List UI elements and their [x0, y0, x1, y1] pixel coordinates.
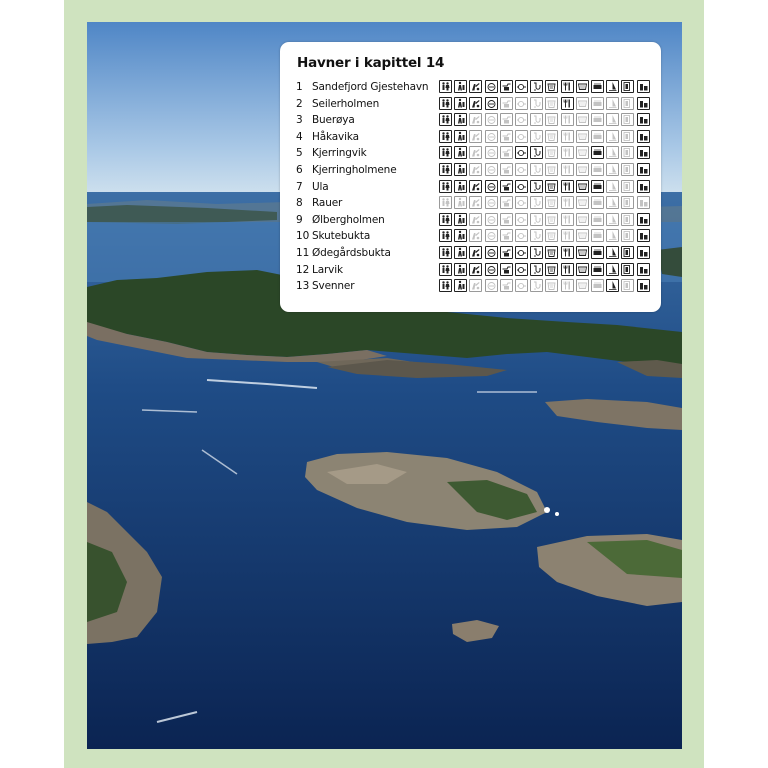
- sewage-icon: [500, 146, 513, 159]
- fuel-pump-icon: [469, 263, 482, 276]
- water-tap-icon: [454, 180, 467, 193]
- toilet-icon: [439, 279, 452, 292]
- harbour-number: 6: [296, 164, 303, 176]
- electricity-icon: [515, 213, 528, 226]
- harbour-name: Kjerringvik: [312, 147, 367, 160]
- guest-harbour-icon: [637, 130, 650, 143]
- toilet-icon: [439, 196, 452, 209]
- toilet-icon: [439, 97, 452, 110]
- electricity-icon: [515, 246, 528, 259]
- harbour-name: Seilerholmen: [312, 97, 380, 110]
- sailmaker-icon: [606, 130, 619, 143]
- fuel-pump-icon: [469, 229, 482, 242]
- sailmaker-icon: [606, 279, 619, 292]
- boatyard-icon: [621, 229, 634, 242]
- guest-harbour-icon: [637, 163, 650, 176]
- electricity-icon: [515, 229, 528, 242]
- sewage-icon: [500, 80, 513, 93]
- electricity-icon: [515, 97, 528, 110]
- panel-title: Havner i kapittel 14: [297, 55, 445, 71]
- grocery-icon: [576, 229, 589, 242]
- kiosk-icon: [591, 229, 604, 242]
- boatyard-icon: [621, 146, 634, 159]
- guest-harbour-icon: [637, 97, 650, 110]
- sewage-icon: [500, 196, 513, 209]
- laundry-icon: [545, 263, 558, 276]
- harbour-number: 3: [296, 114, 303, 127]
- water-tap-icon: [454, 229, 467, 242]
- shower-icon: [530, 80, 543, 93]
- grocery-icon: [576, 246, 589, 259]
- water-tap-icon: [454, 246, 467, 259]
- guest-harbour-icon: [637, 279, 650, 292]
- harbour-number: 8: [296, 197, 303, 210]
- boatyard-icon: [621, 263, 634, 276]
- toilet-icon: [439, 163, 452, 176]
- shower-icon: [530, 163, 543, 176]
- restaurant-icon: [561, 279, 574, 292]
- laundry-icon: [545, 246, 558, 259]
- harbour-name: Håkavika: [312, 130, 359, 143]
- laundry-icon: [545, 80, 558, 93]
- electricity-icon: [515, 80, 528, 93]
- harbour-row: [296, 246, 656, 261]
- sewage-icon: [500, 279, 513, 292]
- sailmaker-icon: [606, 163, 619, 176]
- harbour-number: 10: [296, 230, 310, 243]
- harbour-row: [296, 163, 656, 178]
- harbour-name: Buerøya: [312, 114, 355, 127]
- harbour-row: [296, 196, 656, 211]
- water-tap-icon: [454, 80, 467, 93]
- shower-icon: [530, 229, 543, 242]
- harbour-name: Larvik: [312, 263, 343, 276]
- sailmaker-icon: [606, 196, 619, 209]
- fuel-pump-icon: [469, 180, 482, 193]
- harbour-number: 13: [296, 280, 310, 293]
- toilet-icon: [439, 263, 452, 276]
- guest-harbour-icon: [637, 229, 650, 242]
- sailmaker-icon: [606, 97, 619, 110]
- guest-harbour-icon: [637, 80, 650, 93]
- grocery-icon: [576, 196, 589, 209]
- harbour-name: Skutebukta: [312, 230, 371, 243]
- boatyard-icon: [621, 180, 634, 193]
- waste-icon: [485, 263, 498, 276]
- fuel-pump-icon: [469, 279, 482, 292]
- electricity-icon: [515, 113, 528, 126]
- laundry-icon: [545, 97, 558, 110]
- water-tap-icon: [454, 279, 467, 292]
- guest-harbour-icon: [637, 213, 650, 226]
- laundry-icon: [545, 113, 558, 126]
- sewage-icon: [500, 263, 513, 276]
- shower-icon: [530, 279, 543, 292]
- harbour-name: Rauer: [312, 197, 343, 210]
- waste-icon: [485, 146, 498, 159]
- toilet-icon: [439, 130, 452, 143]
- harbour-row: [296, 80, 656, 95]
- waste-icon: [485, 246, 498, 259]
- harbour-number: 9: [296, 213, 303, 226]
- shower-icon: [530, 113, 543, 126]
- toilet-icon: [439, 113, 452, 126]
- boatyard-icon: [621, 80, 634, 93]
- grocery-icon: [576, 97, 589, 110]
- water-tap-icon: [454, 213, 467, 226]
- restaurant-icon: [561, 130, 574, 143]
- restaurant-icon: [561, 213, 574, 226]
- restaurant-icon: [561, 113, 574, 126]
- boatyard-icon: [621, 97, 634, 110]
- fuel-pump-icon: [469, 113, 482, 126]
- kiosk-icon: [591, 97, 604, 110]
- laundry-icon: [545, 180, 558, 193]
- grocery-icon: [576, 263, 589, 276]
- harbour-row: [296, 97, 656, 112]
- kiosk-icon: [591, 146, 604, 159]
- water-tap-icon: [454, 263, 467, 276]
- water-tap-icon: [454, 113, 467, 126]
- restaurant-icon: [561, 229, 574, 242]
- harbour-row: [296, 130, 656, 145]
- boatyard-icon: [621, 113, 634, 126]
- laundry-icon: [545, 130, 558, 143]
- fuel-pump-icon: [469, 246, 482, 259]
- waste-icon: [485, 279, 498, 292]
- harbour-name: Ødegårdsbukta: [312, 247, 391, 259]
- shower-icon: [530, 146, 543, 159]
- electricity-icon: [515, 180, 528, 193]
- restaurant-icon: [561, 180, 574, 193]
- kiosk-icon: [591, 163, 604, 176]
- waste-icon: [485, 180, 498, 193]
- toilet-icon: [439, 80, 452, 93]
- harbour-number: 4: [296, 130, 303, 143]
- laundry-icon: [545, 279, 558, 292]
- sewage-icon: [500, 229, 513, 242]
- grocery-icon: [576, 113, 589, 126]
- shower-icon: [530, 97, 543, 110]
- fuel-pump-icon: [469, 97, 482, 110]
- electricity-icon: [515, 146, 528, 159]
- harbour-name: Kjerringholmene: [312, 164, 397, 176]
- restaurant-icon: [561, 80, 574, 93]
- kiosk-icon: [591, 279, 604, 292]
- sailmaker-icon: [606, 213, 619, 226]
- harbour-number: 12: [296, 263, 310, 276]
- harbour-number: 11: [296, 247, 310, 259]
- boatyard-icon: [621, 130, 634, 143]
- restaurant-icon: [561, 196, 574, 209]
- harbour-name: Svenner: [312, 280, 355, 293]
- sewage-icon: [500, 213, 513, 226]
- boatyard-icon: [621, 196, 634, 209]
- restaurant-icon: [561, 146, 574, 159]
- grocery-icon: [576, 213, 589, 226]
- boatyard-icon: [621, 213, 634, 226]
- sewage-icon: [500, 130, 513, 143]
- guest-harbour-icon: [637, 196, 650, 209]
- shower-icon: [530, 130, 543, 143]
- waste-icon: [485, 97, 498, 110]
- boatyard-icon: [621, 246, 634, 259]
- kiosk-icon: [591, 80, 604, 93]
- kiosk-icon: [591, 196, 604, 209]
- sailmaker-icon: [606, 146, 619, 159]
- electricity-icon: [515, 163, 528, 176]
- toilet-icon: [439, 146, 452, 159]
- harbour-row: [296, 263, 656, 278]
- sailmaker-icon: [606, 80, 619, 93]
- laundry-icon: [545, 213, 558, 226]
- laundry-icon: [545, 146, 558, 159]
- grocery-icon: [576, 130, 589, 143]
- sailmaker-icon: [606, 113, 619, 126]
- kiosk-icon: [591, 246, 604, 259]
- fuel-pump-icon: [469, 130, 482, 143]
- guest-harbour-icon: [637, 263, 650, 276]
- shower-icon: [530, 180, 543, 193]
- shower-icon: [530, 246, 543, 259]
- kiosk-icon: [591, 180, 604, 193]
- water-tap-icon: [454, 130, 467, 143]
- water-tap-icon: [454, 146, 467, 159]
- fuel-pump-icon: [469, 196, 482, 209]
- toilet-icon: [439, 246, 452, 259]
- grocery-icon: [576, 180, 589, 193]
- waste-icon: [485, 196, 498, 209]
- harbour-row: [296, 180, 656, 195]
- sailmaker-icon: [606, 263, 619, 276]
- toilet-icon: [439, 229, 452, 242]
- guest-harbour-icon: [637, 113, 650, 126]
- waste-icon: [485, 213, 498, 226]
- sewage-icon: [500, 180, 513, 193]
- sewage-icon: [500, 97, 513, 110]
- laundry-icon: [545, 163, 558, 176]
- sewage-icon: [500, 163, 513, 176]
- harbour-row: [296, 113, 656, 128]
- toilet-icon: [439, 213, 452, 226]
- waste-icon: [485, 229, 498, 242]
- grocery-icon: [576, 163, 589, 176]
- harbour-number: 2: [296, 97, 303, 110]
- electricity-icon: [515, 130, 528, 143]
- harbour-number: 1: [296, 81, 303, 93]
- sailmaker-icon: [606, 180, 619, 193]
- electricity-icon: [515, 196, 528, 209]
- harbour-number: 7: [296, 180, 303, 193]
- grocery-icon: [576, 80, 589, 93]
- water-tap-icon: [454, 196, 467, 209]
- grocery-icon: [576, 146, 589, 159]
- restaurant-icon: [561, 163, 574, 176]
- harbour-row: [296, 213, 656, 228]
- restaurant-icon: [561, 263, 574, 276]
- waste-icon: [485, 130, 498, 143]
- guest-harbour-icon: [637, 246, 650, 259]
- water-tap-icon: [454, 163, 467, 176]
- waste-icon: [485, 80, 498, 93]
- shower-icon: [530, 196, 543, 209]
- kiosk-icon: [591, 130, 604, 143]
- waste-icon: [485, 163, 498, 176]
- restaurant-icon: [561, 246, 574, 259]
- kiosk-icon: [591, 263, 604, 276]
- sailmaker-icon: [606, 229, 619, 242]
- harbour-row: [296, 229, 656, 244]
- guest-harbour-icon: [637, 180, 650, 193]
- boatyard-icon: [621, 163, 634, 176]
- shower-icon: [530, 263, 543, 276]
- harbour-name: Sandefjord Gjestehavn: [312, 81, 429, 93]
- sewage-icon: [500, 113, 513, 126]
- boatyard-icon: [621, 279, 634, 292]
- kiosk-icon: [591, 213, 604, 226]
- electricity-icon: [515, 263, 528, 276]
- laundry-icon: [545, 196, 558, 209]
- grocery-icon: [576, 279, 589, 292]
- harbour-facilities-panel: [280, 42, 661, 312]
- harbour-row: [296, 279, 656, 294]
- toilet-icon: [439, 180, 452, 193]
- fuel-pump-icon: [469, 213, 482, 226]
- harbour-name: Ølbergholmen: [312, 213, 385, 226]
- electricity-icon: [515, 279, 528, 292]
- kiosk-icon: [591, 113, 604, 126]
- harbour-row: [296, 146, 656, 161]
- fuel-pump-icon: [469, 80, 482, 93]
- sewage-icon: [500, 246, 513, 259]
- harbour-number: 5: [296, 147, 303, 160]
- waste-icon: [485, 113, 498, 126]
- harbour-name: Ula: [312, 180, 329, 193]
- water-tap-icon: [454, 97, 467, 110]
- shower-icon: [530, 213, 543, 226]
- sailmaker-icon: [606, 246, 619, 259]
- restaurant-icon: [561, 97, 574, 110]
- fuel-pump-icon: [469, 163, 482, 176]
- guest-harbour-icon: [637, 146, 650, 159]
- fuel-pump-icon: [469, 146, 482, 159]
- laundry-icon: [545, 229, 558, 242]
